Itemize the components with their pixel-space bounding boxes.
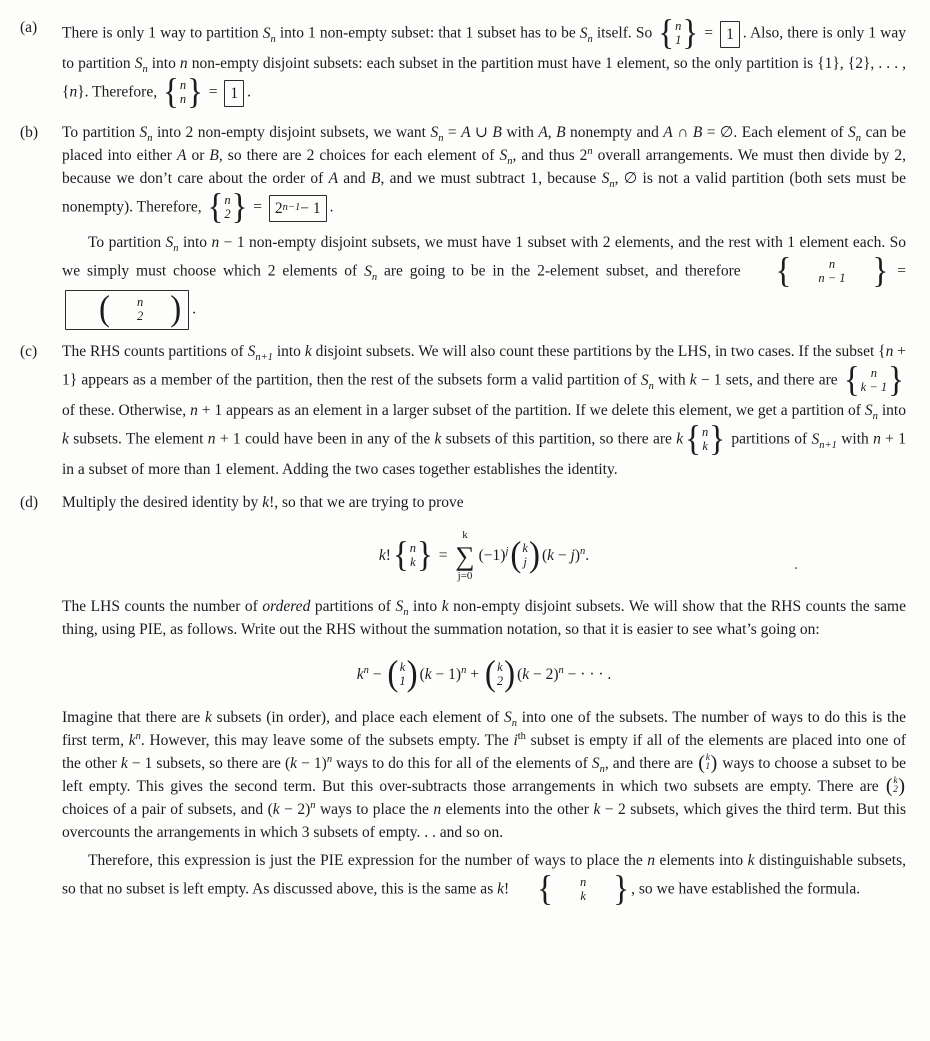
subscript: n bbox=[371, 271, 378, 283]
left-delimiter: ( bbox=[698, 752, 705, 775]
text-run: into bbox=[178, 234, 212, 251]
left-delimiter: ( bbox=[387, 654, 399, 694]
text-run: ! bbox=[385, 546, 391, 564]
text-run: The LHS counts the number of bbox=[62, 598, 263, 615]
text-run: − 1 sets, and there are bbox=[696, 371, 842, 389]
stack bbox=[674, 19, 682, 48]
sum-upper: k bbox=[462, 529, 468, 541]
math-var: B bbox=[692, 124, 703, 141]
subscript: n bbox=[147, 133, 153, 145]
text-run: , so we have established the formula. bbox=[631, 880, 861, 898]
subscript: n bbox=[855, 133, 861, 145]
summation bbox=[455, 530, 474, 582]
right-delimiter: } bbox=[231, 187, 248, 227]
stack-top: k bbox=[893, 775, 898, 786]
stack-top: n bbox=[409, 540, 417, 555]
math-var: ordered bbox=[262, 598, 311, 615]
text-run: + 1 appears as an element in a larger subset of the partition. If we delete this element, we get a partition of bbox=[197, 402, 865, 419]
text-run: 1 bbox=[726, 25, 734, 43]
boxed-answer bbox=[720, 21, 740, 48]
stirling-number bbox=[658, 15, 698, 51]
stack-bottom: 1 bbox=[705, 762, 711, 773]
superscript: n bbox=[587, 145, 593, 157]
superscript: j bbox=[505, 545, 509, 557]
text-run: + 1 in a subset of more than 1 element. Adding the two cases together establishes the identity. bbox=[62, 430, 906, 478]
text-run: distinguishable subsets, so that no subset is left empty. As discussed above, this is the same as bbox=[62, 852, 906, 898]
text-run: There is only 1 way to partition bbox=[62, 24, 263, 42]
math-var: k bbox=[424, 665, 432, 683]
math-var: k bbox=[272, 801, 280, 818]
text-run: partitions of bbox=[727, 430, 812, 448]
math-var: k bbox=[262, 494, 270, 511]
text-run: − 1) bbox=[297, 755, 327, 772]
math-var: n bbox=[433, 801, 442, 818]
text-run: ) bbox=[574, 546, 580, 564]
right-delimiter: ) bbox=[504, 654, 516, 694]
item-body bbox=[62, 121, 906, 330]
binomial-coefficient bbox=[73, 291, 181, 327]
paragraph bbox=[62, 231, 906, 330]
math-var: k bbox=[593, 801, 601, 818]
text-run: , bbox=[547, 124, 557, 141]
stack bbox=[496, 660, 504, 689]
math-sub: $S_n$ bbox=[848, 124, 861, 145]
text-run: = bbox=[204, 83, 222, 101]
text-run: ! bbox=[504, 880, 510, 898]
text-run: = bbox=[443, 124, 462, 141]
left-delimiter: { bbox=[392, 535, 409, 575]
text-run: , ∅ is not a valid partition (both sets must be nonempty). Therefore, bbox=[62, 170, 907, 216]
math-sub: $S_n$ bbox=[864, 402, 878, 423]
text-run: subsets of this partition, so there are bbox=[441, 430, 677, 448]
text-run: = bbox=[434, 546, 452, 564]
stack-bottom: n − 1 bbox=[818, 271, 846, 285]
paragraph bbox=[62, 121, 906, 226]
stirling-number bbox=[750, 253, 889, 289]
stirling-number bbox=[844, 362, 904, 398]
left-delimiter: ( bbox=[484, 654, 496, 694]
text-run: = ∅. Each element of bbox=[702, 124, 848, 141]
superscript: n bbox=[310, 799, 316, 811]
text-run: − bbox=[554, 546, 571, 564]
stack-bottom: 2 bbox=[496, 674, 504, 688]
text-run: choices of a pair of subsets, and ( bbox=[62, 801, 273, 818]
math-var: k bbox=[689, 371, 697, 389]
stack-bottom: k bbox=[580, 889, 586, 903]
stirling-number bbox=[685, 421, 725, 457]
subscript: n+1 bbox=[255, 352, 273, 364]
subscript: n bbox=[599, 764, 605, 776]
text-run: }. Therefore, bbox=[77, 83, 161, 101]
text-run: of these. Otherwise, bbox=[62, 402, 191, 419]
stirling-number bbox=[511, 871, 629, 907]
math-sub: $S_n$ bbox=[504, 709, 518, 730]
subscript: n bbox=[507, 156, 513, 168]
text-run: ∩ bbox=[672, 124, 693, 141]
paragraph bbox=[62, 706, 906, 844]
paragraph bbox=[62, 595, 906, 641]
left-delimiter: ( bbox=[885, 775, 893, 798]
text-run: . bbox=[329, 198, 334, 216]
text-run: ∪ bbox=[470, 124, 493, 141]
math-sub: $S_n$ bbox=[364, 262, 378, 283]
left-delimiter: { bbox=[658, 13, 675, 53]
stack-top: k bbox=[522, 540, 528, 555]
text-run: ways to do this for all of the elements of bbox=[332, 755, 592, 772]
stack-bottom: 2 bbox=[893, 785, 898, 796]
right-delimiter: } bbox=[872, 251, 889, 291]
stack bbox=[521, 541, 529, 570]
text-run: . bbox=[247, 83, 252, 101]
equation bbox=[378, 529, 590, 582]
text-run: − 1 subsets, so there are ( bbox=[127, 755, 291, 772]
right-delimiter: } bbox=[613, 869, 630, 909]
text-run: ( bbox=[541, 546, 548, 564]
subscript: n bbox=[173, 243, 179, 255]
stack-top: n bbox=[580, 874, 587, 889]
text-run: ways to place the bbox=[315, 801, 434, 818]
math-var: j bbox=[570, 546, 575, 564]
math-var: n bbox=[211, 234, 220, 251]
superscript: n bbox=[558, 664, 564, 676]
text-run: . Also, there is only 1 way to partition bbox=[62, 24, 906, 72]
text-run: non-empty disjoint subsets: each subset in the partition must have 1 element, so the only partition is {1}, {2}, . . . , { bbox=[62, 55, 906, 101]
math-var: B bbox=[209, 147, 219, 164]
text-run: ways to choose a subset to be left empty. This gives the second term. But this over-subtracts those arrangements in which two subsets are empty. There are bbox=[62, 755, 906, 795]
text-run: overall arrangements. We must then divide by 2, because we don’t care about the order of bbox=[62, 147, 906, 187]
math-var: k bbox=[497, 880, 504, 898]
text-run: elements into bbox=[655, 852, 748, 869]
text-run: into one of the subsets. The number of ways to do this is the first term, bbox=[62, 709, 906, 749]
math-var: k bbox=[290, 755, 298, 772]
item-label: (b) bbox=[20, 124, 39, 141]
stack-top: k bbox=[497, 659, 503, 674]
math-var: k bbox=[120, 755, 128, 772]
text-run: nonempty and bbox=[565, 124, 664, 141]
text-run: − · · · . bbox=[563, 665, 612, 683]
stirling-number bbox=[393, 537, 433, 573]
binomial-coefficient bbox=[485, 656, 515, 692]
display-equation bbox=[62, 654, 906, 694]
paragraph bbox=[62, 849, 906, 908]
superscript: n bbox=[326, 753, 333, 765]
stirling-number bbox=[207, 189, 247, 225]
math-var: n bbox=[885, 343, 894, 360]
text-run: can be placed into either bbox=[62, 124, 907, 164]
stack-top: n bbox=[675, 18, 682, 33]
text-run: are going to be in the 2-element subset, and therefore bbox=[377, 262, 748, 280]
math-var: A bbox=[461, 124, 471, 141]
sigma-icon: ∑ bbox=[455, 540, 475, 571]
subscript: n+1 bbox=[819, 439, 837, 451]
display-equation bbox=[62, 530, 906, 582]
text-run: with bbox=[501, 124, 539, 141]
math-var: k bbox=[356, 665, 364, 683]
left-delimiter: { bbox=[843, 360, 860, 400]
math-sub: $S_{n+1}$ bbox=[811, 430, 837, 451]
math-var: k bbox=[547, 546, 554, 564]
stack-top: k bbox=[705, 752, 710, 763]
math-var: i bbox=[513, 732, 518, 749]
math-var: k bbox=[304, 343, 312, 360]
text-run: − 2) bbox=[279, 801, 311, 818]
math-var: k bbox=[441, 598, 449, 615]
paragraph bbox=[62, 340, 906, 481]
math-var: k bbox=[378, 546, 386, 564]
stack-bottom: 2 bbox=[137, 309, 144, 323]
math-sub: $S_n$ bbox=[579, 24, 593, 45]
stray-print-dot: . bbox=[794, 556, 798, 574]
item-label: (d) bbox=[20, 494, 39, 511]
math-sub: $S_n$ bbox=[640, 371, 654, 392]
text-run: − 1) bbox=[431, 665, 462, 683]
text-run: non-empty disjoint subsets. We will show that the RHS counts the same thing, using PIE, as follows. Write out the RHS without the summation notation, so that it is easier to see what’s going on: bbox=[62, 598, 906, 638]
stack-bottom: k bbox=[702, 439, 708, 453]
math-var: k bbox=[434, 430, 442, 448]
stack-bottom: 1 bbox=[675, 33, 682, 47]
text-run: Therefore, this expression is just the PIE expression for the number of ways to place the bbox=[88, 852, 648, 869]
text-run: subsets (in order), and place each element of bbox=[211, 709, 505, 726]
left-delimiter: { bbox=[207, 187, 224, 227]
math-sub: $S_n$ bbox=[591, 755, 605, 776]
solutions-page bbox=[20, 13, 907, 909]
text-run: To partition bbox=[62, 124, 140, 141]
text-run: . However, this may leave some of the subsets empty. The bbox=[140, 732, 514, 749]
math-var: n bbox=[873, 430, 881, 448]
text-run: or bbox=[186, 147, 210, 164]
stack-bottom: k − 1 bbox=[860, 380, 888, 394]
text-run: Multiply the desired identity by bbox=[62, 494, 263, 511]
math-var: k bbox=[747, 852, 755, 869]
text-run: = bbox=[890, 262, 907, 280]
text-run: partitions of bbox=[310, 598, 396, 615]
text-run: + bbox=[466, 665, 483, 683]
superscript: n bbox=[579, 545, 586, 557]
solution-item-c bbox=[20, 340, 906, 481]
stack-top: n bbox=[701, 424, 709, 439]
math-sub: $S_n$ bbox=[139, 124, 153, 145]
math-var: n bbox=[69, 83, 78, 101]
math-var: n bbox=[207, 430, 216, 448]
math-var: A bbox=[176, 147, 187, 164]
text-run: − 2 subsets, which gives the third term. But this overcounts the arrangements in which 3 subsets of empty. . . and so on. bbox=[62, 801, 907, 841]
stack-top: n bbox=[137, 294, 144, 309]
left-delimiter: ( bbox=[510, 535, 522, 575]
math-var: k bbox=[522, 665, 530, 683]
binomial-coefficient bbox=[510, 537, 540, 573]
subscript: n bbox=[403, 607, 409, 619]
inline-binomial bbox=[698, 753, 717, 773]
subscript: n bbox=[587, 33, 593, 45]
text-run: . bbox=[192, 300, 197, 318]
left-delimiter: { bbox=[537, 869, 554, 909]
text-run: 1 bbox=[230, 84, 239, 102]
binomial-coefficient bbox=[387, 656, 417, 692]
right-delimiter: } bbox=[888, 360, 904, 400]
stack bbox=[701, 425, 709, 454]
text-run: elements into the other bbox=[441, 801, 594, 818]
right-delimiter: ) bbox=[170, 289, 182, 329]
math-sub: $S_n$ bbox=[601, 170, 615, 191]
left-delimiter: { bbox=[162, 72, 179, 112]
stack-bottom: n bbox=[179, 92, 187, 106]
stack-top: n bbox=[828, 256, 836, 271]
math-var: B bbox=[370, 170, 381, 187]
paragraph bbox=[62, 13, 906, 112]
text-run: The RHS counts partitions of bbox=[62, 343, 248, 360]
text-run: To partition bbox=[88, 234, 166, 251]
text-run: , and there are bbox=[604, 755, 698, 772]
math-var: A bbox=[663, 124, 673, 141]
boxed-answer bbox=[65, 290, 189, 330]
text-run: − 1 non-empty disjoint subsets, we must have 1 subset with 2 elements, and the rest with 1 element each. So we simply must choose which 2 elements of bbox=[62, 234, 906, 280]
stack-bottom: k bbox=[410, 555, 416, 569]
math-var: n bbox=[179, 55, 188, 72]
stack-bottom: 1 bbox=[399, 674, 406, 688]
stack bbox=[553, 875, 587, 904]
right-delimiter: } bbox=[187, 72, 203, 112]
text-run: − 2) bbox=[529, 665, 559, 683]
math-var: B bbox=[492, 124, 502, 141]
boxed-answer bbox=[224, 80, 244, 107]
equation bbox=[356, 654, 612, 694]
stack bbox=[179, 78, 187, 107]
math-var: k bbox=[676, 430, 684, 448]
math-sub: $S_n$ bbox=[395, 598, 409, 619]
text-run: Imagine that there are bbox=[62, 709, 206, 726]
text-run: into bbox=[272, 343, 305, 360]
text-run: with bbox=[836, 430, 874, 448]
text-run: 2 bbox=[274, 199, 283, 217]
text-run: + 1} appears as a member of the partition, then the rest of the subsets form a valid partition of bbox=[62, 343, 906, 389]
text-run: itself. So bbox=[592, 24, 657, 42]
stack bbox=[398, 660, 406, 689]
stack-top: n bbox=[179, 77, 187, 92]
stack bbox=[791, 257, 846, 286]
text-run: ( bbox=[419, 665, 425, 683]
superscript: n bbox=[461, 664, 467, 676]
math-sub: $S_n$ bbox=[134, 55, 148, 76]
stack-top: k bbox=[399, 659, 406, 674]
text-run: − 1 bbox=[300, 199, 321, 217]
text-run: ( bbox=[517, 665, 523, 683]
solution-item-b bbox=[20, 121, 906, 330]
text-run: disjoint subsets. We will also count these partitions by the LHS, in two cases. If the subset { bbox=[311, 343, 886, 360]
subscript: n bbox=[270, 33, 276, 45]
item-label: (a) bbox=[20, 19, 38, 36]
subscript: n bbox=[648, 380, 654, 392]
math-var: k bbox=[62, 430, 69, 448]
stack bbox=[110, 295, 144, 324]
right-delimiter: } bbox=[709, 419, 726, 459]
stack bbox=[409, 541, 417, 570]
math-var: B bbox=[556, 124, 566, 141]
stack-bottom: j bbox=[523, 555, 527, 569]
subscript: n bbox=[142, 64, 148, 76]
text-run: into bbox=[147, 55, 180, 72]
text-run: + 1 could have been in any of the bbox=[215, 430, 435, 448]
superscript: n bbox=[135, 730, 141, 742]
text-run: − bbox=[368, 665, 386, 683]
superscript: th bbox=[517, 730, 526, 742]
sum-lower: j=0 bbox=[457, 569, 473, 582]
stack-bottom: 2 bbox=[224, 207, 231, 221]
text-run: , so there are 2 choices for each element of bbox=[218, 147, 500, 164]
text-run: subset is empty if all of the elements are placed into one of the other bbox=[62, 732, 906, 772]
stack bbox=[860, 366, 888, 395]
math-var: A bbox=[328, 170, 339, 187]
boxed-answer: 2 n−1 − 1 bbox=[269, 195, 327, 222]
math-sub: $S_n$ bbox=[499, 147, 513, 168]
text-run: and bbox=[338, 170, 371, 187]
text-run: subsets. The element bbox=[68, 430, 208, 448]
text-run: , and thus 2 bbox=[512, 147, 588, 164]
right-delimiter: ) bbox=[528, 535, 540, 575]
subscript: n bbox=[438, 133, 444, 145]
math-var: k bbox=[205, 709, 212, 726]
math-var: A bbox=[538, 124, 548, 141]
item-body bbox=[62, 491, 906, 908]
item-body bbox=[62, 13, 906, 112]
math-var: n bbox=[190, 402, 198, 419]
text-run: into bbox=[408, 598, 442, 615]
text-run: , and we must subtract 1, because bbox=[380, 170, 602, 187]
math-var: n bbox=[647, 852, 656, 869]
subscript: n bbox=[511, 718, 518, 730]
right-delimiter: ) bbox=[406, 654, 418, 694]
math-sub: $S_n$ bbox=[262, 24, 276, 45]
math-var: k bbox=[128, 732, 136, 749]
stirling-number bbox=[163, 74, 203, 110]
item-body bbox=[62, 340, 906, 481]
stack-top: n bbox=[870, 365, 878, 380]
left-delimiter: ( bbox=[99, 289, 110, 329]
right-delimiter: ) bbox=[898, 775, 905, 798]
solution-item-d bbox=[20, 491, 906, 908]
text-run: = bbox=[700, 24, 718, 42]
subscript: n bbox=[609, 179, 615, 191]
item-label: (c) bbox=[20, 343, 38, 360]
right-delimiter: } bbox=[417, 535, 433, 575]
solution-item-a bbox=[20, 13, 906, 112]
math-sub: $S_{n+1}$ bbox=[247, 343, 273, 364]
stack-top: n bbox=[224, 192, 231, 207]
inline-binomial bbox=[886, 776, 905, 796]
paragraph bbox=[62, 491, 906, 514]
text-run: into 2 non-empty disjoint subsets, we want bbox=[152, 124, 431, 141]
text-run: (−1) bbox=[478, 546, 506, 564]
text-run: into bbox=[877, 402, 906, 419]
right-delimiter: } bbox=[682, 13, 699, 53]
subscript: n bbox=[872, 411, 878, 423]
left-delimiter: { bbox=[775, 251, 792, 291]
math-sub: $S_n$ bbox=[165, 234, 179, 255]
text-run: with bbox=[653, 371, 690, 389]
text-run: = bbox=[249, 198, 266, 216]
math-sub: $S_n$ bbox=[430, 124, 444, 145]
text-run: !, so that we are trying to prove bbox=[269, 494, 464, 511]
right-delimiter: ) bbox=[710, 752, 718, 775]
left-delimiter: { bbox=[685, 419, 701, 459]
superscript: n bbox=[363, 664, 369, 676]
text-run: into 1 non-empty subset: that 1 subset has to be bbox=[275, 24, 580, 42]
stack bbox=[223, 193, 231, 222]
text-run: . bbox=[585, 546, 590, 564]
